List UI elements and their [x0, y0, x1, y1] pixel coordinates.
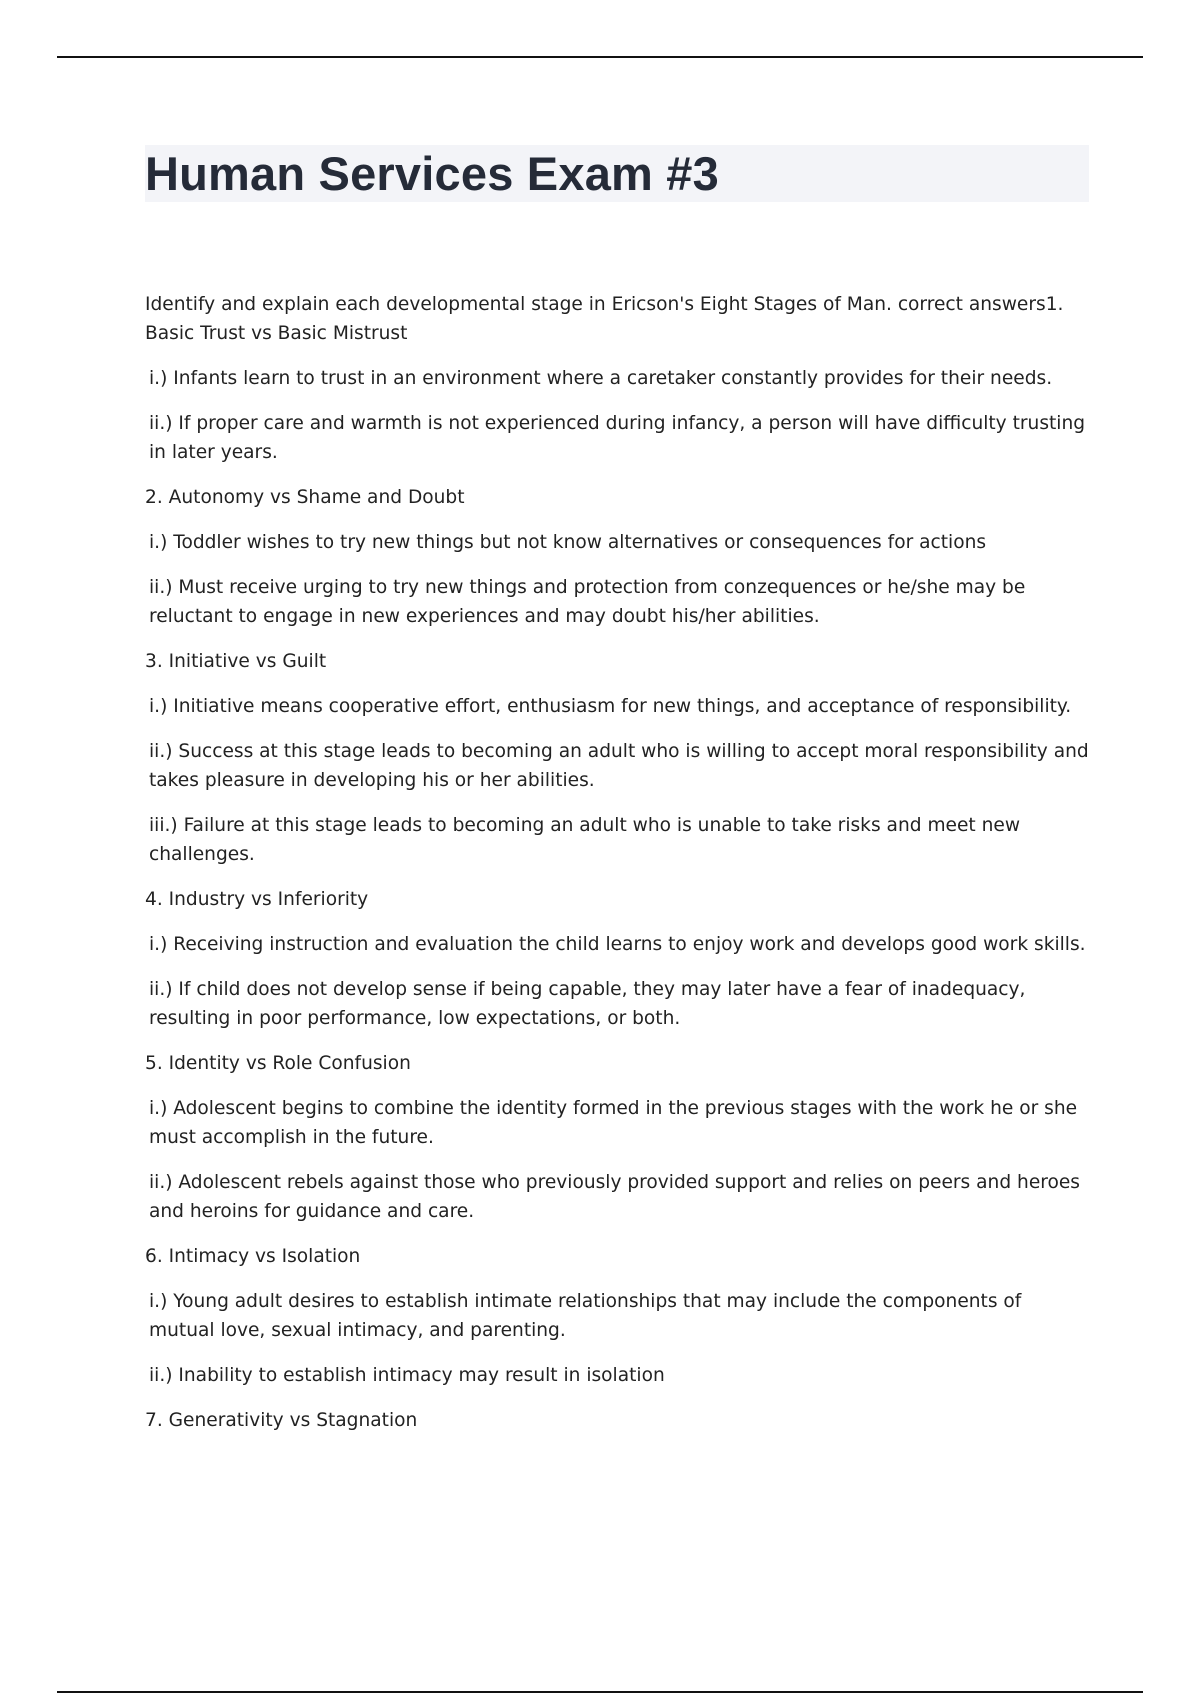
stage-1-point-1: i.) Infants learn to trust in an environment where a caretaker constantly provides for their needs.	[149, 368, 1053, 389]
stage-5-heading: 5. Identity vs Role Confusion	[145, 1053, 411, 1074]
stage-6-heading: 6. Intimacy vs Isolation	[145, 1246, 361, 1267]
stage-4-point-2: ii.) If child does not develop sense if being capable, they may later have a fear of inadequacy, resulting in poor performance, low expectations, or both.	[149, 979, 1026, 1029]
stage-2-point-1: i.) Toddler wishes to try new things but not know alternatives or consequences for actions	[149, 532, 987, 553]
stage-5-point-2: ii.) Adolescent rebels against those who previously provided support and relies on peers and heroes and heroins for guidance and care.	[149, 1172, 1080, 1222]
stage-1-point-2: ii.) If proper care and warmth is not experienced during infancy, a person will have difficulty trusting in later years.	[149, 413, 1086, 463]
intro-question: Identify and explain each developmental stage in Ericson's Eight Stages of Man. correct answers1. Basic Trust vs Basic Mistrust	[145, 294, 1064, 344]
stage-2-point-2: ii.) Must receive urging to try new things and protection from conzequences or he/she may be reluctant to engage in new experiences and may doubt his/her abilities.	[149, 577, 1026, 627]
stage-4-heading: 4. Industry vs Inferiority	[145, 889, 369, 910]
stage-3-point-1: i.) Initiative means cooperative effort, enthusiasm for new things, and acceptance of responsibility.	[149, 696, 1072, 717]
stage-3-point-2: ii.) Success at this stage leads to becoming an adult who is willing to accept moral responsibility and takes pleasure in developing his or her abilities.	[149, 741, 1089, 791]
stage-6-point-2: ii.) Inability to establish intimacy may result in isolation	[149, 1365, 665, 1386]
stage-2-heading: 2. Autonomy vs Shame and Doubt	[145, 487, 465, 508]
page-title: Human Services Exam #3	[145, 147, 719, 200]
stage-4-point-1: i.) Receiving instruction and evaluation the child learns to enjoy work and develops good work skills.	[149, 934, 1086, 955]
bottom-rule	[57, 1691, 1143, 1693]
stage-5-point-1: i.) Adolescent begins to combine the identity formed in the previous stages with the work he or she must accomplish in the future.	[149, 1098, 1078, 1148]
stage-7-heading: 7. Generativity vs Stagnation	[145, 1410, 418, 1431]
top-rule	[57, 56, 1143, 58]
stage-3-point-3: iii.) Failure at this stage leads to becoming an adult who is unable to take risks and meet new challenges.	[149, 815, 1021, 865]
stage-3-heading: 3. Initiative vs Guilt	[145, 651, 327, 672]
document-body	[145, 290, 1089, 1451]
stage-6-point-1: i.) Young adult desires to establish intimate relationships that may include the components of mutual love, sexual intimacy, and parenting.	[149, 1291, 1022, 1341]
